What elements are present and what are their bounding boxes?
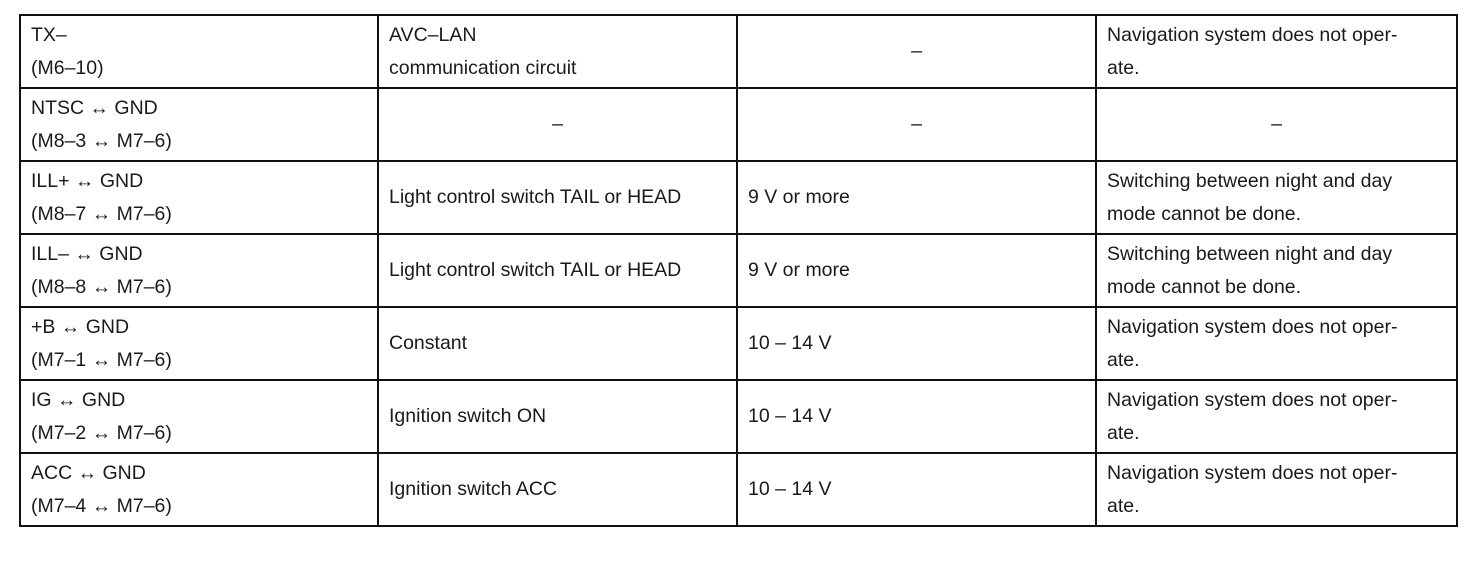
condition-text: Light control switch TAIL or HEAD <box>389 186 682 208</box>
condition-text: AVC–LAN <box>389 23 477 46</box>
table-row <box>20 453 1457 526</box>
condition-cell <box>378 380 737 453</box>
terminal-cell <box>20 234 378 307</box>
table-row <box>20 161 1457 234</box>
symptom-text: mode cannot be done. <box>1107 275 1302 298</box>
symptom-text: ate. <box>1107 348 1140 371</box>
condition-cell <box>378 161 737 234</box>
specified-text: – <box>911 40 922 62</box>
symptom-text: Navigation system does not oper- <box>1107 461 1398 484</box>
specified-cell <box>737 307 1096 380</box>
condition-cell <box>378 15 737 88</box>
symptom-cell <box>1096 234 1457 307</box>
terminal-cell <box>20 380 378 453</box>
symptom-text: mode cannot be done. <box>1107 202 1302 225</box>
condition-text: Light control switch TAIL or HEAD <box>389 259 682 281</box>
symptom-text: Navigation system does not oper- <box>1107 23 1398 46</box>
specified-text: 9 V or more <box>748 259 850 281</box>
symptom-cell <box>1096 307 1457 380</box>
terminal-pins: (M8–7 ↔ M7–6) <box>31 202 172 225</box>
table-row <box>20 88 1457 161</box>
terminal-label: ILL– ↔ GND <box>31 242 143 265</box>
specified-text: 10 – 14 V <box>748 405 832 427</box>
terminal-label: ILL+ ↔ GND <box>31 169 144 192</box>
condition-text: Constant <box>389 332 468 354</box>
symptom-cell <box>1096 453 1457 526</box>
terminal-cell <box>20 453 378 526</box>
terminal-label: NTSC ↔ GND <box>31 96 158 119</box>
terminal-label: IG ↔ GND <box>31 388 126 411</box>
terminal-label: +B ↔ GND <box>31 315 130 338</box>
specified-cell <box>737 88 1096 161</box>
table-row <box>20 380 1457 453</box>
symptom-text: – <box>1271 113 1282 135</box>
specified-text: 10 – 14 V <box>748 332 832 354</box>
symptom-text: ate. <box>1107 494 1140 517</box>
table-row <box>20 15 1457 88</box>
specified-cell <box>737 234 1096 307</box>
symptom-cell <box>1096 88 1457 161</box>
symptom-text: Navigation system does not oper- <box>1107 315 1398 338</box>
condition-text: communication circuit <box>389 56 577 79</box>
specified-cell <box>737 380 1096 453</box>
terminal-label: ACC ↔ GND <box>31 461 146 484</box>
table-row <box>20 234 1457 307</box>
symptom-text: ate. <box>1107 56 1140 79</box>
terminal-cell <box>20 307 378 380</box>
condition-text: Ignition switch ON <box>389 405 547 427</box>
terminal-spec-table <box>19 14 1458 527</box>
symptom-text: Switching between night and day <box>1107 242 1393 265</box>
specified-text: 10 – 14 V <box>748 478 832 500</box>
terminal-pins: (M8–8 ↔ M7–6) <box>31 275 172 298</box>
symptom-cell <box>1096 161 1457 234</box>
condition-cell <box>378 453 737 526</box>
specified-cell <box>737 161 1096 234</box>
condition-cell <box>378 234 737 307</box>
specified-text: – <box>911 113 922 135</box>
table-row <box>20 307 1457 380</box>
condition-cell <box>378 307 737 380</box>
symptom-cell <box>1096 15 1457 88</box>
terminal-pins: (M7–2 ↔ M7–6) <box>31 421 172 444</box>
condition-text: Ignition switch ACC <box>389 478 557 500</box>
condition-text: – <box>552 113 563 135</box>
condition-cell <box>378 88 737 161</box>
specified-text: 9 V or more <box>748 186 850 208</box>
terminal-pins: (M7–4 ↔ M7–6) <box>31 494 172 517</box>
specified-cell <box>737 453 1096 526</box>
symptom-cell <box>1096 380 1457 453</box>
terminal-label: TX– <box>31 23 67 46</box>
symptom-text: Navigation system does not oper- <box>1107 388 1398 411</box>
terminal-cell <box>20 88 378 161</box>
symptom-text: ate. <box>1107 421 1140 444</box>
specified-cell <box>737 15 1096 88</box>
terminal-cell <box>20 15 378 88</box>
terminal-pins: (M6–10) <box>31 56 104 79</box>
symptom-text: Switching between night and day <box>1107 169 1393 192</box>
terminal-pins: (M8–3 ↔ M7–6) <box>31 129 172 152</box>
terminal-pins: (M7–1 ↔ M7–6) <box>31 348 172 371</box>
terminal-cell <box>20 161 378 234</box>
